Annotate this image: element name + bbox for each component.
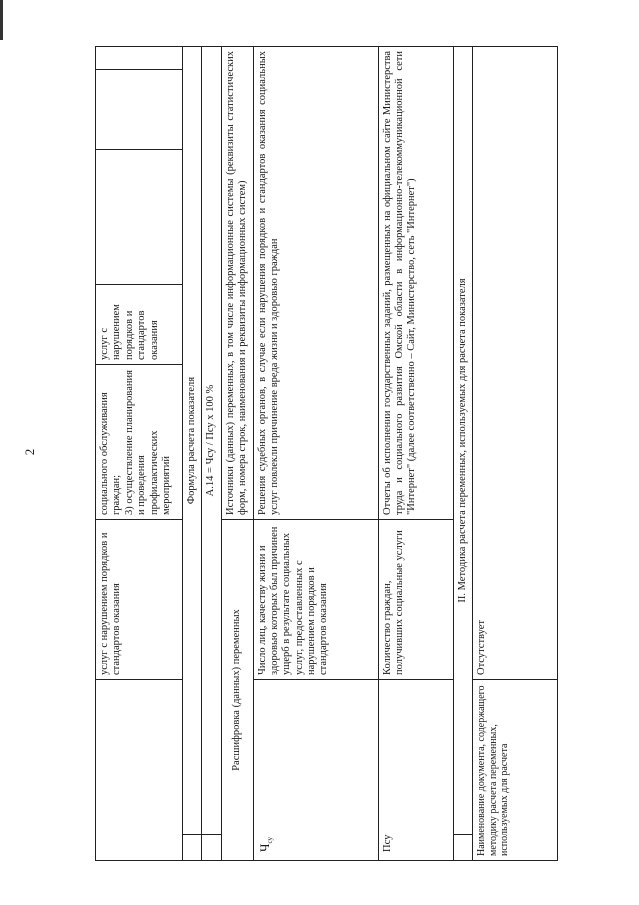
method-doc-row	[472, 47, 557, 861]
rotated-landscape-page	[95, 46, 615, 861]
variables-header-left: Расшифровка (данных) переменных	[221, 520, 253, 861]
variable-source: Отчеты об исполнении государственных заданий, размещенных на официальном сайте Министерства труда и социального развития Омской области в информационно-телекоммуникационной сети "Интернет" (далее соответственно – Сайт, Министерство, сеть "Интернет")	[378, 47, 453, 520]
top-cell-5	[96, 70, 183, 150]
variables-header-row	[221, 47, 253, 861]
variable-row	[378, 47, 453, 861]
variables-header-right: Источники (данных) переменных, в том числе информационные системы (реквизиты статистических форм, номера строк, наименования и реквизиты информационных систем)	[221, 47, 253, 520]
method-heading-row	[453, 47, 472, 861]
top-cell-3: услуг с нарушением порядков и стандартов оказания	[96, 285, 183, 365]
variable-description: Количество граждан, получивших социальные услуги	[378, 520, 453, 680]
method-doc-value: Отсутствует	[472, 47, 557, 680]
top-cell-4	[96, 150, 183, 285]
variable-symbol: $Ч_{су}$	[253, 680, 378, 861]
top-continuation-row	[96, 47, 183, 861]
method-heading: II. Методика расчета переменных, используемых для расчета показателя	[453, 47, 472, 835]
indicator-table	[95, 46, 558, 861]
formula-heading: Формула расчета показателя	[183, 47, 202, 835]
variable-symbol: Псу	[378, 680, 453, 861]
method-doc-label: Наименование документа, содержащего методику расчета переменных, используемых для расчета	[472, 680, 557, 861]
page-number: 2	[22, 448, 37, 456]
formula: А.14 = Чсу / Псу х 100 %	[202, 47, 221, 835]
variable-row	[253, 47, 378, 861]
variable-description: Число лиц, качеству жизни и здоровью которых был причинен ущерб в результате социальных услуг, предоставленных с нарушением порядков и стандартов оказания	[253, 520, 378, 680]
top-cell-1: услуг с нарушением порядков и стандартов оказания	[96, 520, 183, 680]
scan-edge-mark	[0, 0, 3, 40]
variable-source: Решения судебных органов, в случае если нарушения порядков и стандартов оказания социальных услуг повлекли причинение вреда жизни и здоровью граждан	[253, 47, 378, 520]
formula-heading-row	[183, 47, 202, 861]
top-cell-2: социального обслуживания граждан; 3) осуществление планирования и проведения профилактических мероприятий	[96, 365, 183, 520]
formula-row	[202, 47, 221, 861]
